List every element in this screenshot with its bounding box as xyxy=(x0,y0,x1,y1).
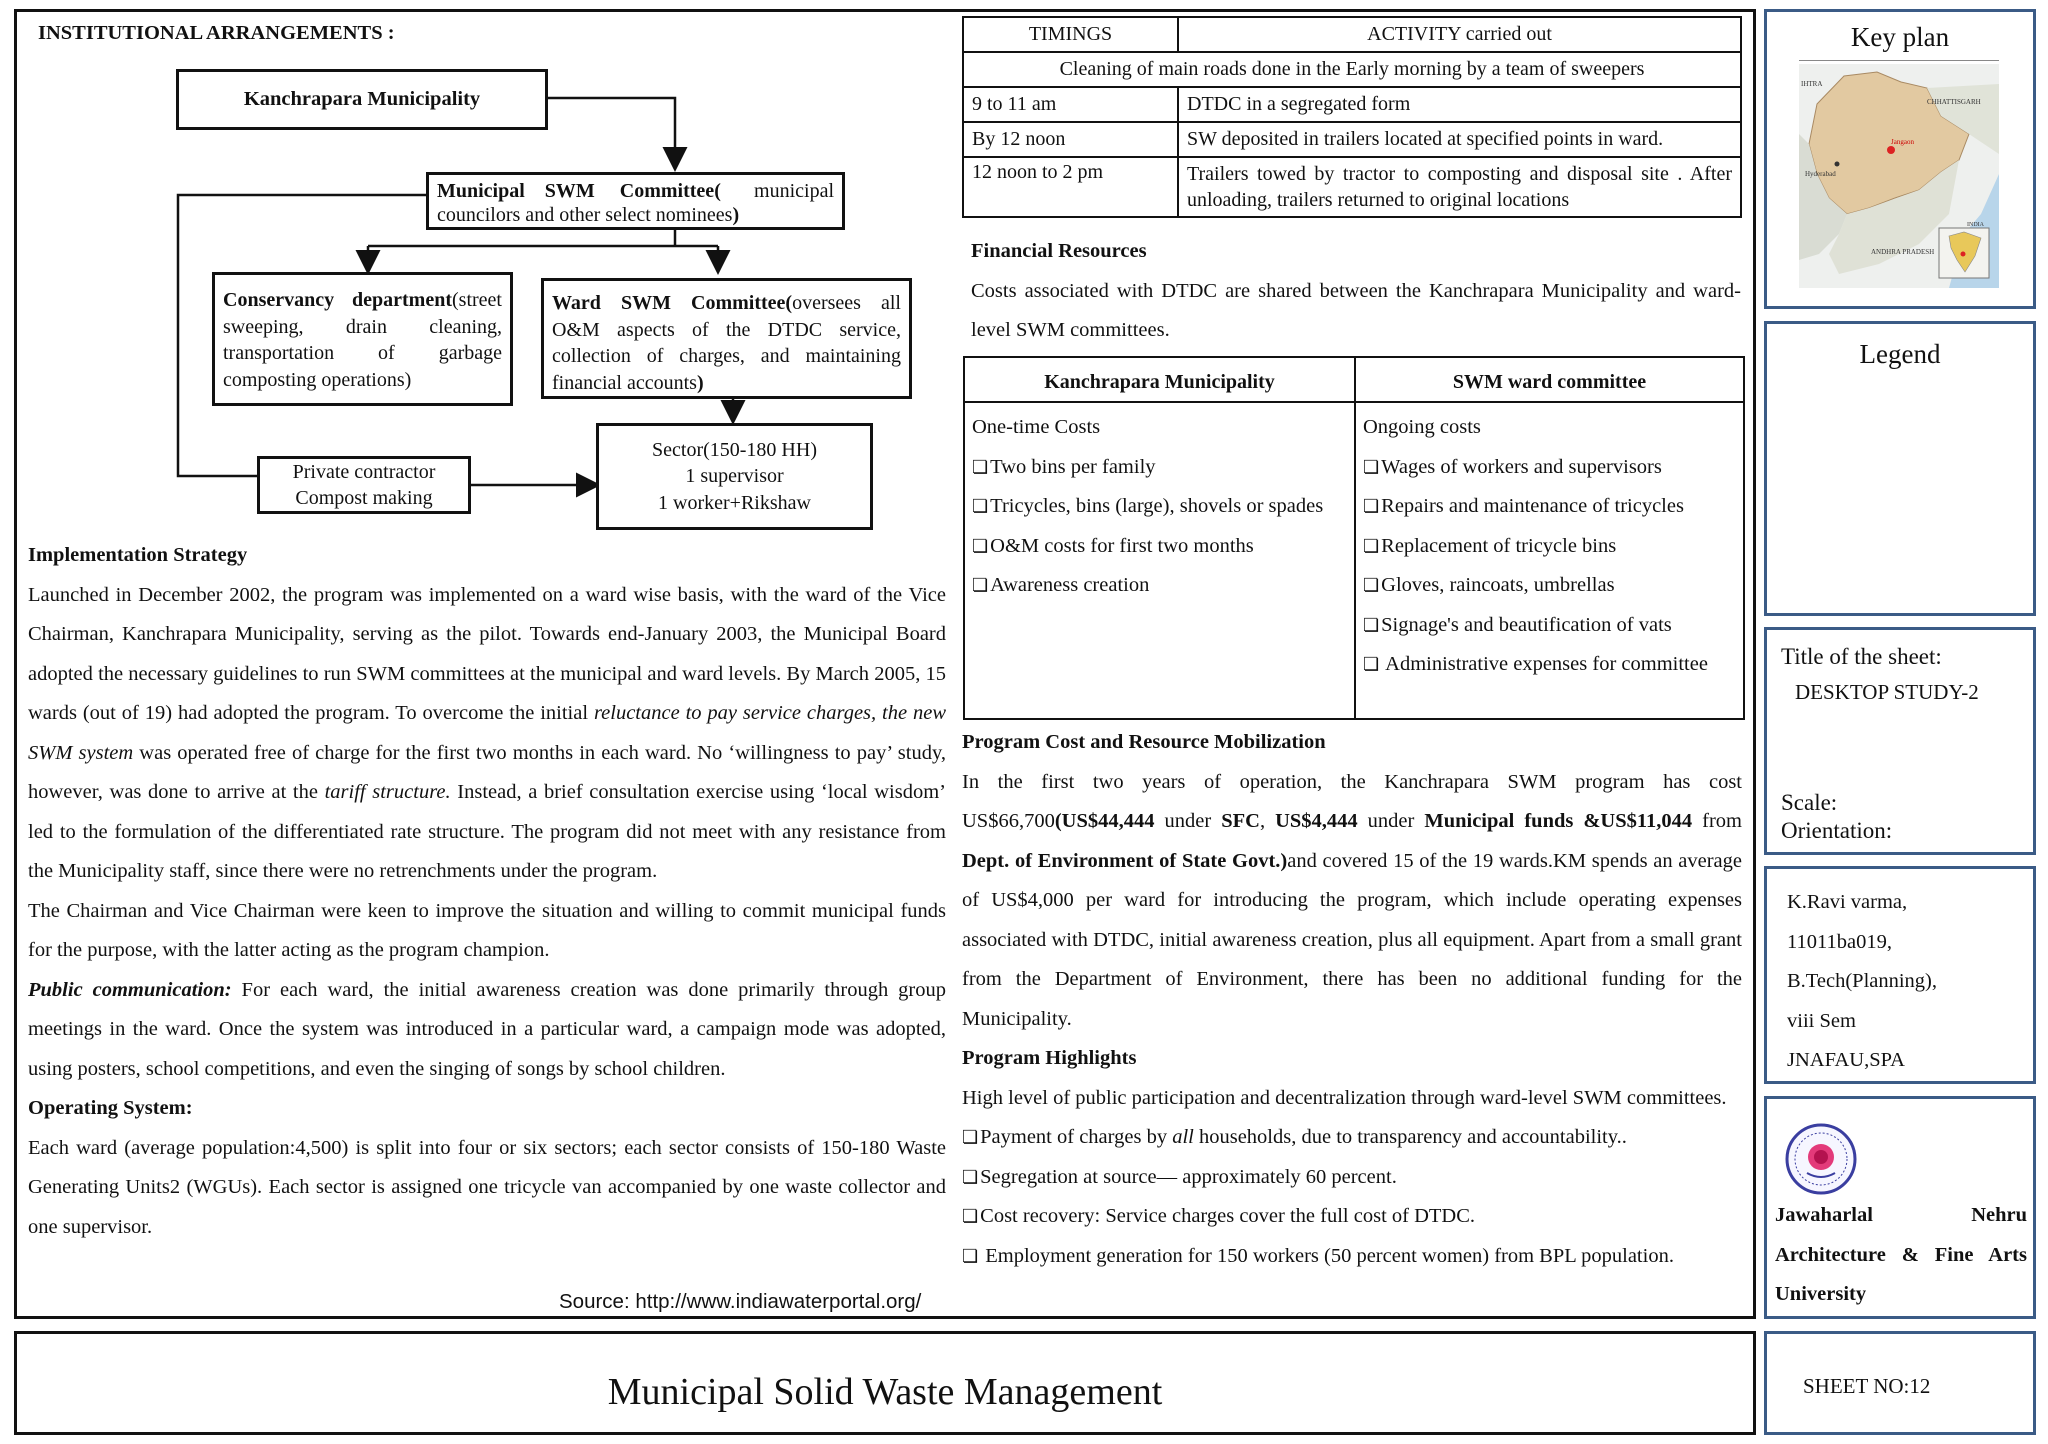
implementation-section xyxy=(28,536,946,1247)
financial-section xyxy=(971,232,1741,351)
university-logo xyxy=(1783,1121,1859,1197)
cost-item: ❏ Replacement of tricycle bins xyxy=(1363,527,1743,567)
sector-line-1: Sector(150-180 HH) xyxy=(652,438,817,461)
committee-sub-2: councilors and other select nominees xyxy=(437,204,733,226)
one-time-costs-title: One-time Costs xyxy=(972,416,1101,438)
sheet-main-title: Municipal Solid Waste Management xyxy=(607,1371,1163,1413)
timings-time: By 12 noon xyxy=(963,122,1178,157)
highlight-item: ❏ Payment of charges by all households, due to transparency and accountability.. xyxy=(962,1118,1742,1158)
author-info xyxy=(1787,883,1937,1081)
program-cost-text: In the first two years of operation, the Kanchrapara SWM program has cost US$66,700(US$44,444 under SFC, US$4,444 under Municipal funds &US$11,044 from Dept. of Environment of State Govt.)and covered 15 of the 19 wards.KM spends an average of US$4,000 per ward for introducing the program, which include operating expenses associated with DTDC, initial awareness creation, plus all equipment. Apart from a small grant from the Department of Environment, there has been no additional funding for the Municipality. xyxy=(962,770,1742,1030)
one-time-costs-list xyxy=(972,408,1348,606)
cost-table xyxy=(963,356,1745,720)
key-plan-map xyxy=(1799,64,1999,288)
timings-time: 9 to 11 am xyxy=(963,87,1178,122)
timings-merged-row: Cleaning of main roads done in the Early morning by a team of sweepers xyxy=(963,52,1741,87)
author-institution: JNAFAU,SPA xyxy=(1787,1049,1905,1071)
implementation-paragraph-1: Launched in December 2002, the program was implemented on a ward wise basis, with the ward of the Vice Chairman, Kanchrapara Municipality, serving as the pilot. Towards end-January 2003, the Municipal Board adopted the necessary guidelines to run SWM committees at the municipal and ward levels. By March 2005, 15 wards (out of 19) had adopted the program. To overcome the initial reluctance to pay service charges, the new SWM system was operated free of charge for the first two months in each ward. No ‘willingness to pay’ study, however, was done to arrive at the tariff structure. Instead, a brief consultation exercise using ‘local wisdom’ led to the formulation of the differentiated rate structure. The program did not meet with any resistance from the Municipality staff, since there were no retrenchments under the program. xyxy=(28,583,947,882)
contractor-line-2: Compost making xyxy=(295,487,433,509)
activity-header: ACTIVITY carried out xyxy=(1178,17,1741,52)
cost-header-ward: SWM ward committee xyxy=(1452,371,1647,393)
cost-item: ❏ Awareness creation xyxy=(972,566,1348,606)
conservancy-box xyxy=(212,272,513,406)
cost-item: ❏ Wages of workers and supervisors xyxy=(1363,448,1743,488)
map-label: ANDHRA PRADESH xyxy=(1871,248,1935,256)
highlights-heading: Program Highlights xyxy=(962,1047,1137,1069)
cost-item: ❏ Repairs and maintenance of tricycles xyxy=(1363,487,1743,527)
author-course: B.Tech(Planning), xyxy=(1787,970,1938,992)
map-label: INDIA xyxy=(1967,222,1984,228)
sheet-title-label: Title of the sheet: xyxy=(1781,644,1942,669)
key-plan-panel xyxy=(1764,9,2036,309)
implementation-paragraph-2: The Chairman and Vice Chairman were keen to improve the situation and willing to commit municipal funds for the purpose, with the latter acting as the program champion. xyxy=(28,899,946,961)
title-bar xyxy=(14,1331,1756,1435)
contractor-line-1: Private contractor xyxy=(292,461,436,483)
swm-committee-box: Municipal SWM Committee( municipal councilors and other select nominees) xyxy=(426,172,845,230)
timings-row xyxy=(963,87,1741,122)
legend-title: Legend xyxy=(1859,339,1941,369)
legend-panel xyxy=(1764,321,2036,616)
cost-header-municipality: Kanchrapara Municipality xyxy=(1044,371,1275,393)
highlight-item: ❏ Cost recovery: Service charges cover the full cost of DTDC. xyxy=(962,1197,1742,1237)
cost-item: ❏ Signage's and beautification of vats xyxy=(1363,606,1743,646)
map-label: CHHATTISGARH xyxy=(1927,98,1981,106)
timings-row xyxy=(963,157,1741,217)
timings-activity: SW deposited in trailers located at specified points in ward. xyxy=(1178,122,1741,157)
timings-time: 12 noon to 2 pm xyxy=(963,157,1178,217)
sector-box xyxy=(596,423,873,530)
timings-table xyxy=(962,16,1742,218)
author-name: K.Ravi varma, xyxy=(1787,891,1908,913)
cost-item: ❏ Two bins per family xyxy=(972,448,1348,488)
map-label: IHTRA xyxy=(1801,80,1823,88)
highlight-item: ❏ Segregation at source— approximately 60 percent. xyxy=(962,1158,1742,1198)
timings-header: TIMINGS xyxy=(963,17,1178,52)
ongoing-costs-list xyxy=(1363,408,1743,685)
key-plan-title: Key plan xyxy=(1850,22,1950,52)
ward-committee-desc: oversees all O&M aspects of the DTDC service, collection of charges, and maintaining financial accounts xyxy=(552,292,901,394)
financial-text: Costs associated with DTDC are shared between the Kanchrapara Municipality and ward-level SWM committees. xyxy=(971,279,1741,341)
map-label: Jangaon xyxy=(1891,138,1914,146)
highlight-item: ❏ Employment generation for 150 workers (50 percent women) from BPL population. xyxy=(962,1237,1742,1277)
committee-title-1: Municipal SWM Committee( xyxy=(437,180,721,202)
contractor-box xyxy=(257,456,471,514)
implementation-heading: Implementation Strategy xyxy=(28,544,248,566)
conservancy-title: Conservancy department xyxy=(223,289,453,311)
cost-item: ❏ Tricycles, bins (large), shovels or spades xyxy=(972,487,1348,527)
program-cost-heading: Program Cost and Resource Mobilization xyxy=(962,731,1326,753)
sheet-title-value: DESKTOP STUDY-2 xyxy=(1795,680,1979,704)
sheet-number: SHEET NO:12 xyxy=(1803,1374,1931,1398)
orientation-label: Orientation: xyxy=(1781,818,1893,843)
timings-activity: DTDC in a segregated form xyxy=(1178,87,1741,122)
ward-committee-title: Ward SWM Committee( xyxy=(552,292,793,314)
sector-line-2: 1 supervisor xyxy=(685,465,784,488)
sector-line-3: 1 worker+Rikshaw xyxy=(658,491,811,514)
ongoing-costs-title: Ongoing costs xyxy=(1363,416,1481,438)
timings-activity: Trailers towed by tractor to composting and disposal site . After unloading, trailers returned to original locations xyxy=(1178,157,1741,217)
municipality-box xyxy=(176,69,548,130)
conservancy-desc: (street sweeping, drain cleaning, transportation of garbage composting operations) xyxy=(223,289,502,391)
timings-row xyxy=(963,122,1741,157)
program-cost-section xyxy=(962,723,1742,1039)
ward-committee-box: Ward SWM Committee(oversees all O&M aspects of the DTDC service, collection of charges, and maintaining financial accounts) xyxy=(541,278,912,399)
map-label: Hyderabad xyxy=(1805,170,1836,178)
highlights-intro: High level of public participation and decentralization through ward-level SWM committees. xyxy=(962,1086,1727,1109)
highlights-section xyxy=(962,1039,1742,1276)
author-id: 11011ba019, xyxy=(1787,930,1892,953)
operating-system-heading: Operating System: xyxy=(28,1097,193,1119)
source-link[interactable]: Source: http://www.indiawaterportal.org/ xyxy=(559,1290,922,1313)
operating-system-paragraph: Each ward (average population:4,500) is split into four or six sectors; each sector consists of 150-180 Waste Generating Units2 (WGUs). Each sector is assigned one tricycle van accompanied by one waste collector and one supervisor. xyxy=(28,1136,946,1238)
cost-item: ❏ Administrative expenses for committee xyxy=(1363,645,1743,685)
sheet-number-panel xyxy=(1764,1331,2036,1435)
financial-heading: Financial Resources xyxy=(971,240,1147,262)
cost-item: ❏ Gloves, raincoats, umbrellas xyxy=(1363,566,1743,606)
author-panel xyxy=(1764,866,2036,1084)
university-panel xyxy=(1764,1096,2036,1319)
scale-label: Scale: xyxy=(1781,790,1838,815)
cost-item: ❏ O&M costs for first two months xyxy=(972,527,1348,567)
university-name: Jawaharlal Nehru Architecture & Fine Arts University xyxy=(1775,1204,2027,1305)
author-semester: viii Sem xyxy=(1787,1009,1856,1032)
institutional-heading: INSTITUTIONAL ARRANGEMENTS : xyxy=(38,22,395,44)
sheet-info-panel xyxy=(1764,627,2036,855)
committee-sub-1: municipal xyxy=(754,180,834,202)
municipality-label: Kanchrapara Municipality xyxy=(243,88,481,110)
public-communication-paragraph: Public communication: For each ward, the initial awareness creation was done primarily through group meetings in the ward. Once the system was introduced in a particular ward, a campaign mode was adopted, using posters, school competitions, and even the singing of songs by school children. xyxy=(28,978,946,1080)
